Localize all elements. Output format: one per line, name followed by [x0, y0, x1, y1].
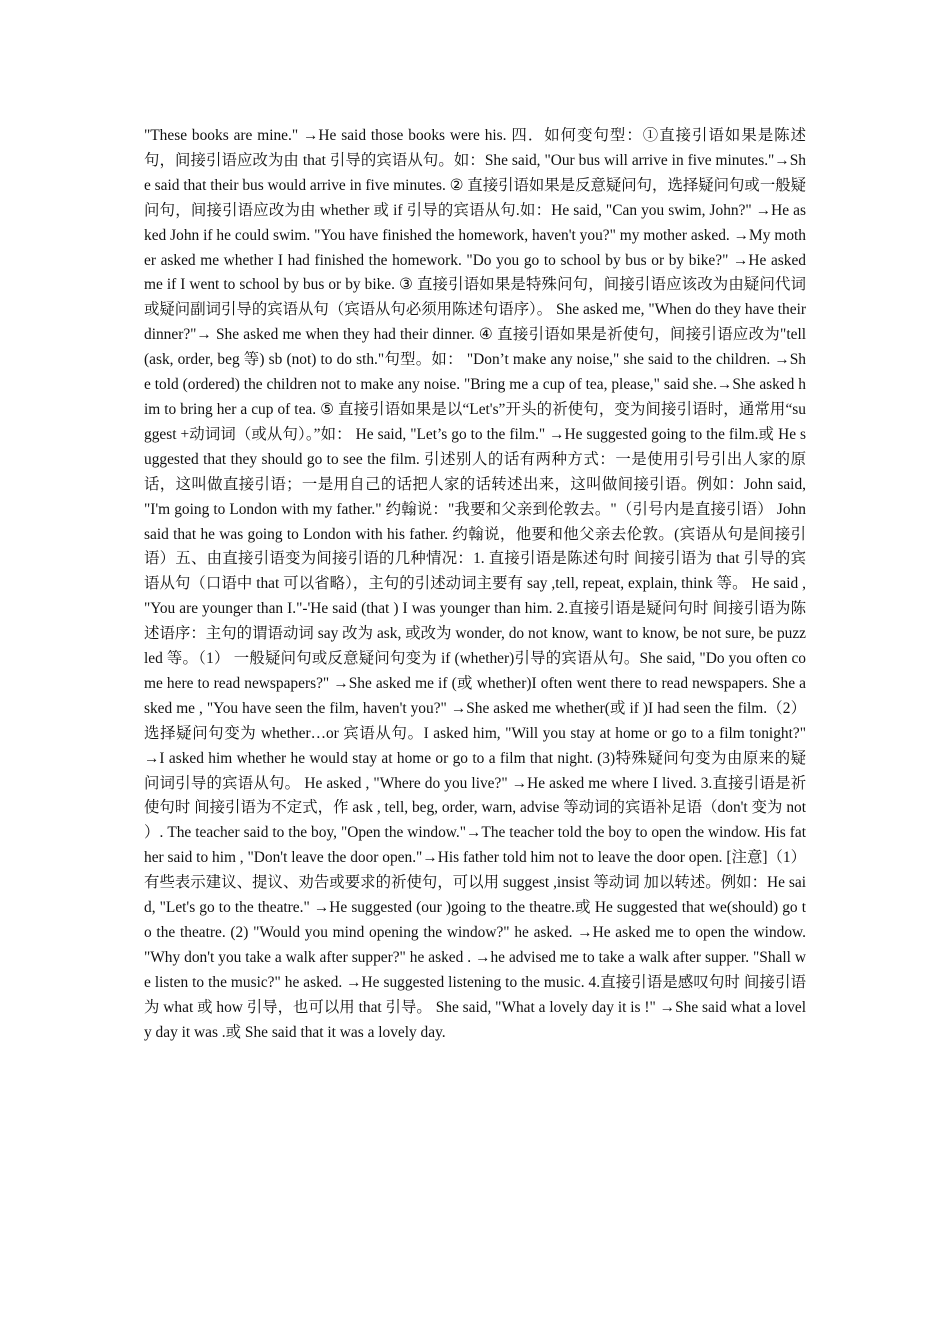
body-text: "These books are mine." →He said those books were his. 四．如何变句型：①直接引语如果是陈述句，间接引语应改为由 that 引导的宾语从句。如：She said, "Our bus will arrive in five minutes."→She said that their bus would arrive in five minutes. ② 直接引语如果是反意疑问句，选择疑问句或一般疑问句，间接引语应改为由 whether 或 if 引导的宾语从句.如：He said, "Can you swim, John?" →He asked John if he could swim. "You have finished the homework, haven't you?" my mother asked. →My mother asked me whether I had finished the homework. "Do you go to school by bus or by bike?" →He asked me if I went to school by bus or by bike. ③ 直接引语如果是特殊问句，间接引语应该改为由疑问代词或疑问副词引导的宾语从句（宾语从句必须用陈述句语序）。 She asked me, "When do they have their dinner?"→ She asked me when they had their dinner. ④ 直接引语如果是祈使句，间接引语应改为"tell(ask, order, beg 等) sb (not) to do sth."句型。如： "Don’t make any noise," she said to the children. →She told (ordered) the children not to make any noise. "Bring me a cup of tea, please," said she.→She asked him to bring her a cup of tea. ⑤ 直接引语如果是以“Let's”开头的祈使句，变为间接引语时，通常用“suggest +动词词（或从句）。”如： He said, "Let’s go to the film." →He suggested going to the film.或 He suggested that they should go to see the film. 引述别人的话有两种方式：一是使用引号引出人家的原话，这叫做直接引语；一是用自己的话把人家的话转述出来，这叫做间接引语。例如：John said, "I'm going to London with my father." 约翰说："我要和父亲到伦敦去。"（引号内是直接引语） John said that he was going to London with his father. 约翰说，他要和他父亲去伦敦。(宾语从句是间接引语）五、由直接引语变为间接引语的几种情况：1. 直接引语是陈述句时 间接引语为 that 引导的宾语从句（口语中 that 可以省略），主句的引述动词主要有 say ,tell, repeat, explain, think 等。 He said , "You are younger than I."-'He said (that ) I was younger than him. 2.直接引语是疑问句时 间接引语为陈述语序：主句的谓语动词 say 改为 ask, 或改为 wonder, do not know, want to know, be not sure, be puzzled 等。（1） 一般疑问句或反意疑问句变为 if (whether)引导的宾语从句。She said, "Do you often come here to read newspapers?" →She asked me if (或 whether)I often went there to read newspapers. She asked me , "You have seen the film, haven't you?" →She asked me whether(或 if )I had seen the film.（2） 选择疑问句变为 whether…or 宾语从句。I asked him, "Will you stay at home or go to a film tonight?" →I asked him whether he would stay at home or go to a film that night. (3)特殊疑问句变为由原来的疑问词引导的宾语从句。 He asked , "Where do you live?" →He asked me where I lived. 3.直接引语是祈使句时 间接引语为不定式，作 ask , tell, beg, order, warn, advise 等动词的宾语补足语（don't 变为 not ）. The teacher said to the boy, "Open the window."→The teacher told the boy to open the window. His father said to him , "Don't leave the door open."→His father told him not to leave the door open. [注意]（1） 有些表示建议、提议、劝告或要求的祈使句，可以用 suggest ,insist 等动词 加以转述。例如：He said, "Let's go to the theatre." →He suggested (our )going to the theatre.或 He suggested that we(should) go to the theatre. (2) "Would you mind opening the window?" he asked. →He asked me to open the window. "Why don't you take a walk after supper?" he asked . →he advised me to take a walk after supper. "Shall we listen to the music?" he asked. →He suggested listening to the music. 4.直接引语是感叹句时 间接引语为 what 或 how 引导，也可以用 that 引导。 She said, "What a lovely day it is !" →She said what a lovely day it was .或 She said that it was a lovely day. [144, 127, 807, 1041]
